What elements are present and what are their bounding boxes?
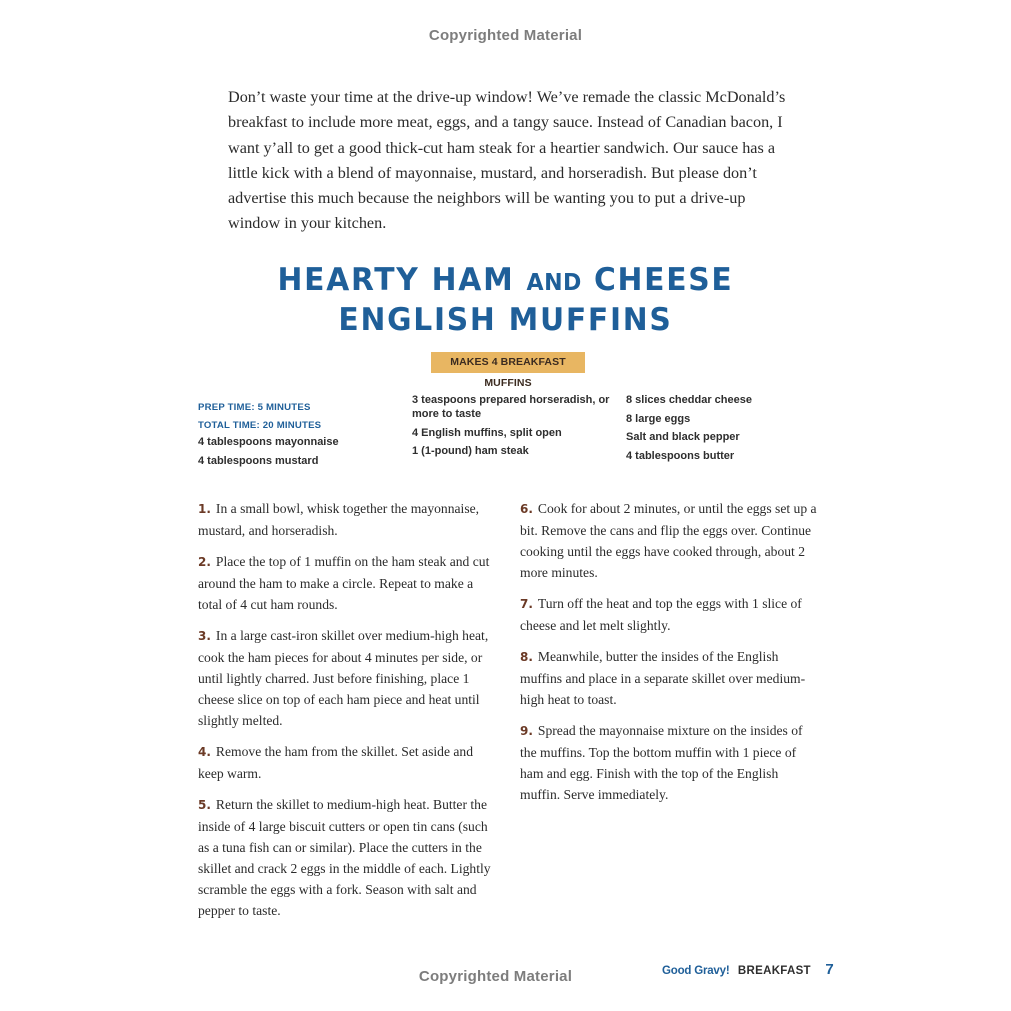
yield-badge: MAKES 4 BREAKFAST MUFFINS xyxy=(431,352,585,373)
ingredient-item: 4 tablespoons mayonnaise xyxy=(198,436,339,448)
ingredients-column-3 xyxy=(626,393,816,467)
step-text: Spread the mayonnaise mixture on the insides of the muffins. Top the bottom muffin with 1 piece of ham and egg. Finish with the top of the English muffin. Serve immediately. xyxy=(520,723,803,802)
ingredient-item: 1 (1-pound) ham steak xyxy=(412,445,529,457)
step-text: In a large cast-iron skillet over medium-high heat, cook the ham pieces for about 4 minutes per side, or until lightly charred. Just before finishing, place 1 cheese slice on top of each ham piece and heat until slightly melted. xyxy=(198,628,489,728)
step-number: 6. xyxy=(520,502,533,516)
step-text: Meanwhile, butter the insides of the English muffins and place in a separate skillet over medium-high heat to toast. xyxy=(520,649,806,707)
steps-column-right xyxy=(520,498,820,815)
title-line2: ENGLISH MUFFINS xyxy=(338,302,673,338)
step-text: Remove the ham from the skillet. Set aside and keep warm. xyxy=(198,744,474,781)
step-text: Place the top of 1 muffin on the ham steak and cut around the ham to make a circle. Repeat to make a total of 4 cut ham rounds. xyxy=(198,554,490,612)
copyright-watermark-bottom: Copyrighted Material xyxy=(418,968,573,985)
recipe-title xyxy=(20,262,991,339)
total-time: TOTAL TIME: 20 MINUTES xyxy=(198,420,322,431)
ingredient-item: 3 teaspoons prepared horseradish, or more to taste xyxy=(412,394,610,420)
step-number: 5. xyxy=(198,798,211,812)
title-text-hearty-ham: HEARTY HAM xyxy=(277,262,527,298)
recipe-step xyxy=(198,551,498,615)
recipe-step xyxy=(520,593,820,636)
recipe-step xyxy=(520,720,820,805)
ingredients-column-1 xyxy=(198,399,388,472)
steps-column-left xyxy=(198,498,498,931)
ingredient-item: Salt and black pepper xyxy=(626,431,740,443)
footer-section: BREAKFAST xyxy=(737,965,811,977)
prep-time: PREP TIME: 5 MINUTES xyxy=(198,402,311,413)
step-number: 7. xyxy=(520,597,533,611)
title-text-and: AND xyxy=(526,270,582,296)
recipe-step xyxy=(520,646,820,710)
step-number: 2. xyxy=(198,555,211,569)
step-number: 8. xyxy=(520,650,533,664)
page-footer xyxy=(662,961,834,979)
recipe-step xyxy=(520,498,820,583)
title-text-cheese: CHEESE xyxy=(581,262,734,298)
step-text: Cook for about 2 minutes, or until the eggs set up a bit. Remove the cans and flip the eggs over. Continue cooking until the eggs have cooked through, about 2 more minutes. xyxy=(520,501,817,580)
step-number: 9. xyxy=(520,724,533,738)
step-text: Turn off the heat and top the eggs with 1 slice of cheese and let melt slightly. xyxy=(520,596,802,633)
step-number: 4. xyxy=(198,745,211,759)
step-text: Return the skillet to medium-high heat. Butter the inside of 4 large biscuit cutters or open tin cans (such as a tuna fish can or similar). Place the cutters in the skillet and crack 2 eggs in the middle of each. Lightly scramble the eggs with a fork. Season with salt and pepper to taste. xyxy=(198,797,491,918)
ingredients-column-2 xyxy=(412,393,612,463)
title-line1 xyxy=(278,262,734,298)
ingredient-item: 8 large eggs xyxy=(626,412,691,425)
page-number: 7 xyxy=(825,961,834,978)
ingredient-item: 4 tablespoons butter xyxy=(626,449,735,462)
recipe-step xyxy=(198,741,498,784)
recipe-step xyxy=(198,498,498,541)
step-number: 1. xyxy=(198,502,211,516)
step-number: 3. xyxy=(198,629,211,643)
ingredient-item: 8 slices cheddar cheese xyxy=(626,394,752,406)
ingredient-item: 4 English muffins, split open xyxy=(412,426,562,439)
footer-book-title: Good Gravy! xyxy=(662,965,730,977)
step-text: In a small bowl, whisk together the mayonnaise, mustard, and horseradish. xyxy=(198,501,480,538)
recipe-step xyxy=(198,794,498,921)
ingredient-item: 4 tablespoons mustard xyxy=(198,454,319,467)
recipe-step xyxy=(198,625,498,731)
recipe-intro-paragraph: Don’t waste your time at the drive-up window! We’ve remade the classic McDonald’s breakfast to include more meat, eggs, and a tangy sauce. Instead of Canadian bacon, I want y’all to get a good thick-cut ham steak for a heartier sandwich. Our sauce has a little kick with a blend of mayonnaise, mustard, and horseradish. But please don’t advertise this much because the neighbors will be wanting you to put a drive-up window in your kitchen. xyxy=(228,88,786,233)
copyright-watermark-top: Copyrighted Material xyxy=(428,27,583,44)
